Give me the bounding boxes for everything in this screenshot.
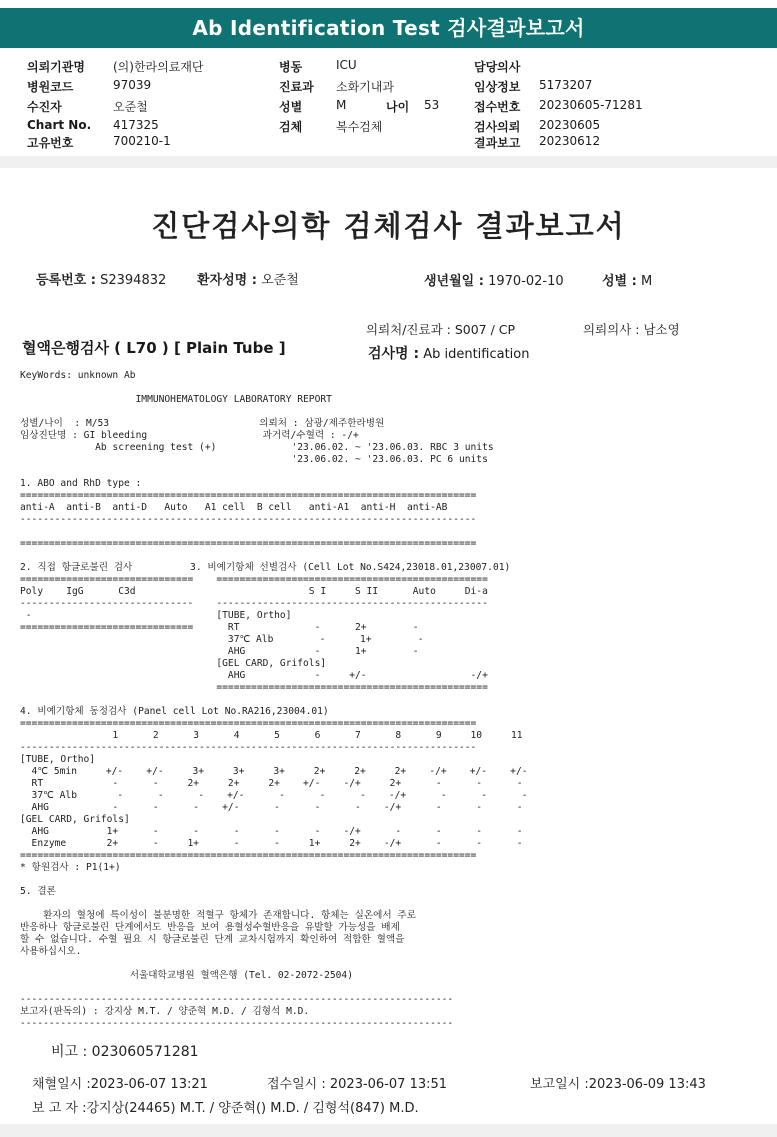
reporter-value: 강지상(24465) M.T. / 양준혁() M.D. / 김형석(847) M.D. — [86, 1101, 419, 1116]
value-age: 53 — [424, 98, 440, 112]
value-receipt-no: 20230605-71281 — [539, 98, 643, 112]
collection-label: 채혈일시 : — [32, 1077, 91, 1092]
label-age: 나이 — [386, 100, 410, 114]
bottom-band — [0, 1124, 777, 1137]
label-institution: 의뢰기관명 — [27, 60, 85, 74]
dob-label: 생년월일 : — [424, 274, 484, 289]
header-title: Ab Identification Test 검사결과보고서 — [192, 16, 585, 40]
sex-label: 성별 : — [602, 274, 637, 289]
report-body — [0, 168, 777, 1126]
report-time-value: 2023-06-09 13:43 — [588, 1077, 706, 1092]
receipt-label: 접수일시 : — [267, 1077, 326, 1092]
value-hospital-code: 97039 — [113, 78, 152, 92]
patient-name-label: 환자성명 : — [197, 273, 257, 288]
collection-time — [32, 1073, 208, 1092]
registration-info — [36, 269, 166, 288]
test-section-title: 혈액은행검사 ( L70 ) [ Plain Tube ] — [22, 339, 286, 357]
value-chart-no: 417325 — [113, 118, 159, 132]
label-doctor: 담당의사 — [474, 60, 521, 74]
label-clinical-info: 임상정보 — [474, 80, 521, 94]
note-value: 023060571281 — [91, 1044, 199, 1060]
dob-info — [424, 270, 564, 289]
label-unique-no: 고유번호 — [27, 136, 74, 150]
value-department: 소화기내과 — [336, 80, 394, 94]
sex-value: M — [640, 274, 653, 289]
collection-value: 2023-06-07 13:21 — [90, 1077, 208, 1092]
receipt-value: 2023-06-07 13:51 — [329, 1077, 448, 1092]
patient-name-info — [197, 269, 299, 288]
exam-label: 검사명 : — [368, 346, 420, 362]
label-receipt-no: 접수번호 — [474, 100, 521, 114]
report-header — [0, 8, 777, 48]
reporter-line — [32, 1097, 419, 1116]
note-line — [51, 1041, 199, 1061]
label-chart-no: Chart No. — [27, 118, 92, 132]
separator-band — [0, 156, 777, 168]
registration-label: 등록번호 : — [36, 273, 96, 288]
label-department: 진료과 — [279, 80, 314, 94]
note-label: 비고 : — [51, 1044, 88, 1060]
receipt-time — [267, 1073, 447, 1092]
dob-value: 1970-02-10 — [488, 274, 564, 289]
patient-name-value: 오준철 — [261, 273, 299, 288]
label-hospital-code: 병원코드 — [27, 80, 74, 94]
value-test-request: 20230605 — [539, 118, 601, 132]
value-institution: (의)한라의료재단 — [113, 60, 204, 74]
registration-value: S2394832 — [100, 273, 167, 288]
value-specimen: 복수검체 — [336, 120, 383, 134]
value-sex: M — [336, 98, 347, 112]
value-clinical-info: 5173207 — [539, 78, 593, 92]
label-sex: 성별 — [279, 100, 303, 114]
label-ward: 병동 — [279, 60, 303, 74]
exam-value: Ab identification — [423, 347, 530, 362]
value-result-report: 20230612 — [539, 134, 601, 148]
value-unique-no: 700210-1 — [113, 134, 171, 148]
report-time-label: 보고일시 : — [530, 1077, 589, 1092]
label-patient: 수진자 — [27, 100, 62, 114]
label-specimen: 검체 — [279, 120, 303, 134]
label-test-request: 검사의뢰 — [474, 120, 521, 134]
exam-name — [368, 343, 529, 363]
sex-info — [602, 270, 652, 289]
patient-info-grid — [0, 54, 777, 154]
label-result-report: 결과보고 — [474, 136, 521, 150]
report-time — [530, 1073, 706, 1092]
reporter-label: 보 고 자 : — [32, 1101, 87, 1116]
lab-report-text: KeyWords: unknown Ab IMMUNOHEMATOLOGY LABORATORY REPORT 성별/나이 : M/53 의뢰처 : 삼광/제주한라병원 임상진단명 : GI bleeding 과거력/수혈력 : -/+ Ab screening test (+) '23.06.02. ~ '23.06.03. RBC 3 units '23.06.02. ~ '23.06.03. PC 6 units 1. ABO and RhD type : =============================================================================== anti-A anti-B anti-D Auto A1 cell B cell anti-A1 anti-H anti-AB ------------------------------------------------------------------------------- =============================================================================== 2. 직접 항글로불린 검사 3. 비예기항체 선별검사 (Cell Lot No.S424,23018.01,23007.01) ============================== =============================================== Poly IgG C3d S I S II Auto Di-a ------------------------------ ----------------------------------------------- - [TUBE, Ortho] ============================== RT - 2+ - 37℃ Alb - 1+ - AHG - 1+ - [GEL CARD, Grifols] AHG - +/- -/+ =============================================== 4. 비예기항체 동정검사 (Panel cell Lot No.RA216,23004.01) =============================================================================== 1 2 3 4 5 6 7 8 9 10 11 ------------------------------------------------------------------------------- [TUBE, Ortho] 4℃ 5min +/- +/- 3+ 3+ 3+ 2+ 2+ 2+ -/+ +/- +/- RT - - 2+ 2+ 2+ +/- -/+ 2+ - - - 37℃ Alb - - - +/- - - - -/+ - - - AHG - - - +/- - - - -/+ - - - [GEL CARD, Grifols] AHG 1+ - - - - - -/+ - - - - Enzyme 2+ - 1+ - - 1+ 2+ -/+ - - - =============================================================================== * 항원검사 : P1(1+) 5. 결론 환자의 혈청에 특이성이 불분명한 적혈구 항체가 존재합니다. 항체는 실온에서 주로 반응하나 항글로불린 단계에서도 반응을 보여 용혈성수혈반응을 유발할 가능성을 배제 할 수 없습니다. 수혈 필요 시 항글로불린 단계 교차시험까지 확인하여 적합한 혈액을 사용하십시오. 서울대학교병원 혈액은행 (Tel. 02-2072-2504) --------------------------------------------------------------------------- 보고자(판독의) : 강지상 M.T. / 양준혁 M.D. / 김형석 M.D. --------------------------------------------------------------------------- — [20, 370, 528, 1029]
doctor-info: 의뢰의사 : 남소영 — [583, 322, 680, 337]
dept-info: 의뢰처/진료과 : S007 / CP — [366, 322, 516, 337]
value-patient: 오준철 — [113, 100, 148, 114]
value-ward: ICU — [336, 58, 357, 72]
report-title: 진단검사의학 검체검사 결과보고서 — [151, 209, 626, 243]
